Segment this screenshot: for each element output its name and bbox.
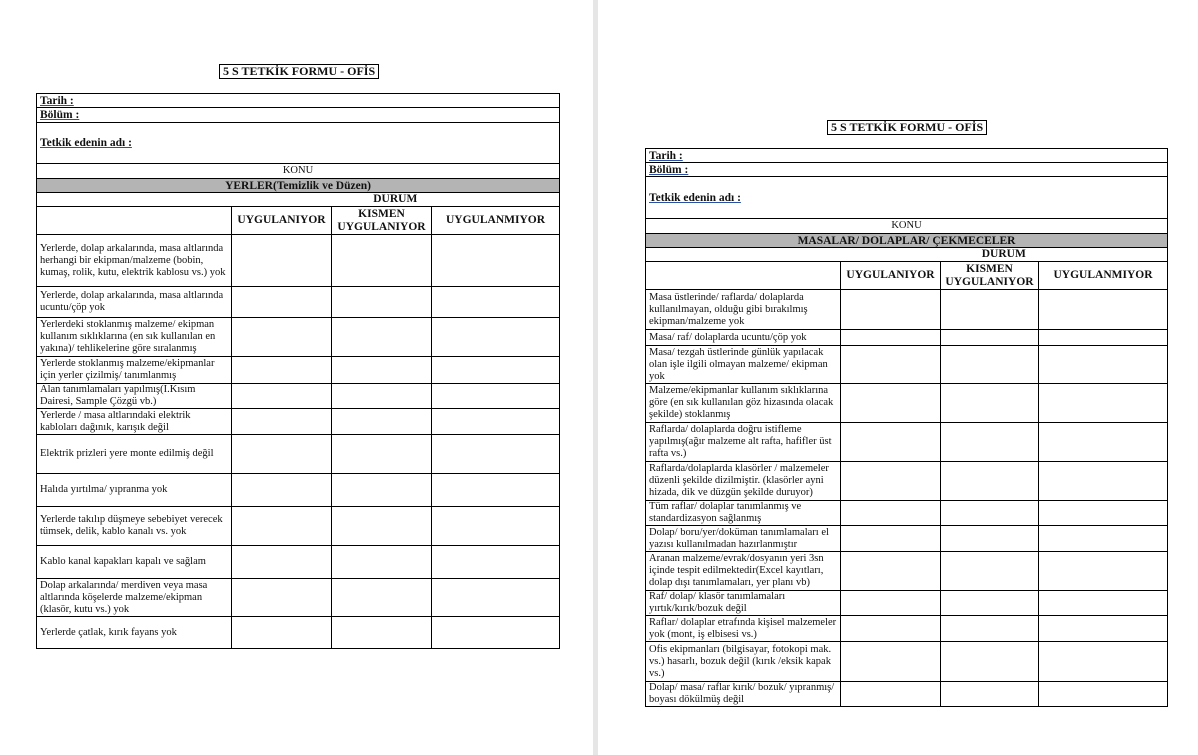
topic-label-text: KONU <box>891 220 922 231</box>
department-field-text: Bölüm : <box>649 163 689 176</box>
status-cell-partially-applied[interactable] <box>332 287 432 318</box>
status-cell-applied[interactable] <box>841 552 941 591</box>
auditor-name-field[interactable] <box>646 177 1168 219</box>
status-cell-partially-applied[interactable] <box>941 616 1039 642</box>
status-cell-not-applied[interactable] <box>432 235 560 287</box>
form-title: 5 S TETKİK FORMU - OFİS <box>219 64 379 79</box>
checklist-row <box>646 642 1168 682</box>
status-cell-not-applied[interactable] <box>432 507 560 546</box>
department-field[interactable] <box>646 163 1168 177</box>
status-header: DURUM <box>232 193 560 207</box>
status-cell-not-applied[interactable] <box>432 384 560 409</box>
column-header-not-applied: UYGULANMIYOR <box>432 207 560 235</box>
status-cell-applied[interactable] <box>841 346 941 384</box>
date-field[interactable] <box>646 149 1168 163</box>
auditor-name-field-text: Tetkik edenin adı : <box>649 191 741 204</box>
checklist-item: Raflar/ dolaplar etrafında kişisel malzemeler yok (mont, iş elbisesi vs.) <box>646 616 841 642</box>
department-field-text: Bölüm : <box>40 109 80 121</box>
checklist-row <box>646 462 1168 501</box>
status-cell-partially-applied[interactable] <box>332 507 432 546</box>
checklist-item: Yerlerde, dolap arkalarında, masa altlarında ucuntu/çöp yok <box>37 287 232 318</box>
status-cell-partially-applied[interactable] <box>332 474 432 507</box>
status-cell-not-applied[interactable] <box>432 409 560 435</box>
checklist-item: Yerlerdeki stoklanmış malzeme/ ekipman kullanım sıklıklarına (en sık kullanılan en yakına)/ tehlikelerine göre sıralanmış <box>37 318 232 357</box>
checklist-item: Raflarda/dolaplarda klasörler / malzemeler düzenli şekilde dizilmiştir. (klasörler ayni hizada, dik ve düzgün şekilde duruyor) <box>646 462 841 501</box>
status-cell-partially-applied[interactable] <box>941 346 1039 384</box>
status-cell-partially-applied[interactable] <box>941 552 1039 591</box>
blank-cell <box>37 193 232 207</box>
status-cell-partially-applied[interactable] <box>941 423 1039 462</box>
checklist-row <box>37 357 560 384</box>
checklist-item: Yerlerde takılıp düşmeye sebebiyet verecek tümsek, delik, kablo kanalı vs. yok <box>37 507 232 546</box>
checklist-item: Halıda yırtılma/ yıpranma yok <box>37 474 232 507</box>
topic-label <box>646 219 1168 234</box>
checklist-item: Raflarda/ dolaplarda doğru istifleme yapılmış(ağır malzeme alt rafta, hafifler üst rafta vs.) <box>646 423 841 462</box>
checklist-row <box>646 290 1168 330</box>
checklist-item: Masa üstlerinde/ raflarda/ dolaplarda kullanılmayan, olduğu gibi bırakılmış ekipman/malzeme yok <box>646 290 841 330</box>
status-cell-partially-applied[interactable] <box>332 235 432 287</box>
status-cell-applied[interactable] <box>841 682 941 707</box>
column-header-not-applied: UYGULANMIYOR <box>1039 262 1168 290</box>
document-page-1 <box>0 0 593 755</box>
column-header-applied: UYGULANIYOR <box>841 262 941 290</box>
checklist-item: Dolap arkalarında/ merdiven veya masa altlarında köşelerde malzeme/ekipman (klasör, kutu vs.) yok <box>37 579 232 617</box>
status-cell-applied[interactable] <box>841 384 941 423</box>
status-cell-not-applied[interactable] <box>432 617 560 649</box>
checklist-item: Masa/ tezgah üstlerinde günlük yapılacak olan işle ilgili olmayan malzeme/ ekipman yok <box>646 346 841 384</box>
section-header <box>646 234 1168 248</box>
status-cell-partially-applied[interactable] <box>332 617 432 649</box>
checklist-row <box>37 617 560 649</box>
status-cell-not-applied[interactable] <box>432 287 560 318</box>
status-cell-applied[interactable] <box>232 435 332 474</box>
section-header-text: MASALAR/ DOLAPLAR/ ÇEKMECELER <box>797 234 1016 247</box>
status-cell-partially-applied[interactable] <box>332 435 432 474</box>
status-cell-not-applied[interactable] <box>432 318 560 357</box>
status-cell-partially-applied[interactable] <box>941 330 1039 346</box>
checklist-row <box>646 616 1168 642</box>
status-cell-not-applied[interactable] <box>1039 290 1168 330</box>
checklist-row <box>646 552 1168 591</box>
status-cell-applied[interactable] <box>232 384 332 409</box>
checklist-item: Tüm raflar/ dolaplar tanımlanmış ve standardizasyon sağlanmış <box>646 501 841 526</box>
checklist-row <box>37 579 560 617</box>
checklist-item: Aranan malzeme/evrak/dosyanın yeri 3sn içinde tespit edilmektedir(Excel kayıtları, dolap dışı tanımlamaları, yer planı vb) <box>646 552 841 591</box>
checklist-row <box>37 384 560 409</box>
status-cell-partially-applied[interactable] <box>941 290 1039 330</box>
status-cell-not-applied[interactable] <box>1039 384 1168 423</box>
status-cell-not-applied[interactable] <box>1039 591 1168 616</box>
checklist-item: Yerlerde stoklanmış malzeme/ekipmanlar için yerler çizilmiş/ tanımlanmış <box>37 357 232 384</box>
date-field[interactable] <box>37 94 560 108</box>
status-cell-not-applied[interactable] <box>1039 526 1168 552</box>
document-page-2 <box>598 0 1198 755</box>
status-cell-applied[interactable] <box>841 330 941 346</box>
status-cell-applied[interactable] <box>232 409 332 435</box>
blank-header-cell <box>37 207 232 235</box>
audit-table <box>645 148 1168 707</box>
auditor-name-field[interactable] <box>37 123 560 164</box>
status-cell-not-applied[interactable] <box>432 474 560 507</box>
status-cell-applied[interactable] <box>232 507 332 546</box>
status-cell-not-applied[interactable] <box>1039 552 1168 591</box>
section-header <box>37 179 560 193</box>
status-cell-applied[interactable] <box>232 235 332 287</box>
auditor-name-field-text: Tetkik edenin adı : <box>40 137 132 149</box>
date-field-text: Tarih : <box>40 94 74 107</box>
audit-table <box>36 93 560 649</box>
checklist-row <box>37 474 560 507</box>
status-cell-applied[interactable] <box>841 462 941 501</box>
status-cell-not-applied[interactable] <box>1039 423 1168 462</box>
status-cell-not-applied[interactable] <box>432 546 560 579</box>
section-header-text: YERLER(Temizlik ve Düzen) <box>225 179 371 192</box>
status-header: DURUM <box>841 248 1168 262</box>
status-cell-applied[interactable] <box>232 546 332 579</box>
checklist-item: Ofis ekipmanları (bilgisayar, fotokopi mak. vs.) hasarlı, bozuk değil (kırık /eksik kapak vs.) <box>646 642 841 682</box>
column-header-partially-applied: KISMEN UYGULANIYOR <box>332 207 432 235</box>
status-cell-partially-applied[interactable] <box>332 409 432 435</box>
status-cell-partially-applied[interactable] <box>332 546 432 579</box>
status-cell-partially-applied[interactable] <box>941 526 1039 552</box>
status-cell-applied[interactable] <box>841 642 941 682</box>
checklist-row <box>37 546 560 579</box>
status-cell-applied[interactable] <box>232 579 332 617</box>
checklist-item: Yerlerde çatlak, kırık fayans yok <box>37 617 232 649</box>
checklist-item: Dolap/ masa/ raflar kırık/ bozuk/ yıpranmış/ boyası dökülmüş değil <box>646 682 841 707</box>
checklist-item: Kablo kanal kapakları kapalı ve sağlam <box>37 546 232 579</box>
checklist-item: Yerlerde, dolap arkalarında, masa altlarında herhangi bir ekipman/malzeme (bobin, kumaş, rolik, kutu, elektrik kablosu vs.) yok <box>37 235 232 287</box>
status-cell-partially-applied[interactable] <box>332 384 432 409</box>
checklist-item: Malzeme/ekipmanlar kullanım sıklıklarına göre (en sık kullanılan göz hizasında olacak şekilde) stoklanmış <box>646 384 841 423</box>
status-cell-not-applied[interactable] <box>1039 462 1168 501</box>
status-cell-applied[interactable] <box>841 591 941 616</box>
checklist-row <box>37 287 560 318</box>
checklist-row <box>646 384 1168 423</box>
status-cell-not-applied[interactable] <box>1039 642 1168 682</box>
status-cell-partially-applied[interactable] <box>332 318 432 357</box>
checklist-item: Alan tanımlamaları yapılmış(I.Kısım Dairesi, Sample Çözgü vb.) <box>37 384 232 409</box>
status-cell-not-applied[interactable] <box>432 435 560 474</box>
checklist-row <box>646 501 1168 526</box>
date-field-text: Tarih : <box>649 149 683 162</box>
status-cell-partially-applied[interactable] <box>941 682 1039 707</box>
form-title: 5 S TETKİK FORMU - OFİS <box>827 120 987 135</box>
checklist-item: Yerlerde / masa altlarındaki elektrik kabloları dağınık, karışık değil <box>37 409 232 435</box>
checklist-row <box>37 409 560 435</box>
checklist-row <box>646 423 1168 462</box>
status-cell-applied[interactable] <box>232 357 332 384</box>
checklist-item: Elektrik prizleri yere monte edilmiş değil <box>37 435 232 474</box>
status-cell-not-applied[interactable] <box>1039 682 1168 707</box>
checklist-row <box>37 435 560 474</box>
checklist-row <box>646 591 1168 616</box>
status-cell-partially-applied[interactable] <box>941 642 1039 682</box>
status-cell-not-applied[interactable] <box>1039 346 1168 384</box>
checklist-row <box>646 526 1168 552</box>
checklist-item: Masa/ raf/ dolaplarda ucuntu/çöp yok <box>646 330 841 346</box>
status-cell-partially-applied[interactable] <box>941 384 1039 423</box>
status-cell-applied[interactable] <box>232 617 332 649</box>
status-cell-applied[interactable] <box>841 616 941 642</box>
column-header-partially-applied: KISMEN UYGULANIYOR <box>941 262 1039 290</box>
status-cell-applied[interactable] <box>232 474 332 507</box>
topic-label-text: KONU <box>282 165 314 176</box>
status-cell-applied[interactable] <box>841 290 941 330</box>
status-cell-not-applied[interactable] <box>432 357 560 384</box>
status-cell-applied[interactable] <box>841 526 941 552</box>
checklist-row <box>37 318 560 357</box>
status-cell-applied[interactable] <box>841 423 941 462</box>
status-cell-partially-applied[interactable] <box>332 579 432 617</box>
status-cell-partially-applied[interactable] <box>941 591 1039 616</box>
column-header-applied: UYGULANIYOR <box>232 207 332 235</box>
status-cell-not-applied[interactable] <box>432 579 560 617</box>
checklist-row <box>646 346 1168 384</box>
status-cell-applied[interactable] <box>232 287 332 318</box>
status-cell-partially-applied[interactable] <box>941 462 1039 501</box>
checklist-row <box>37 235 560 287</box>
checklist-row <box>37 507 560 546</box>
status-cell-applied[interactable] <box>232 318 332 357</box>
checklist-row <box>646 682 1168 707</box>
status-cell-applied[interactable] <box>841 501 941 526</box>
checklist-row <box>646 330 1168 346</box>
blank-header-cell <box>646 262 841 290</box>
status-cell-not-applied[interactable] <box>1039 616 1168 642</box>
checklist-item: Raf/ dolap/ klasör tanımlamaları yırtık/kırık/bozuk değil <box>646 591 841 616</box>
checklist-item: Dolap/ boru/yer/doküman tanımlamaları el yazısı kullanılmadan hazırlanmıştır <box>646 526 841 552</box>
status-cell-not-applied[interactable] <box>1039 330 1168 346</box>
department-field[interactable] <box>37 108 560 123</box>
topic-label <box>37 164 560 179</box>
status-cell-not-applied[interactable] <box>1039 501 1168 526</box>
blank-cell <box>646 248 841 262</box>
status-cell-partially-applied[interactable] <box>332 357 432 384</box>
status-cell-partially-applied[interactable] <box>941 501 1039 526</box>
